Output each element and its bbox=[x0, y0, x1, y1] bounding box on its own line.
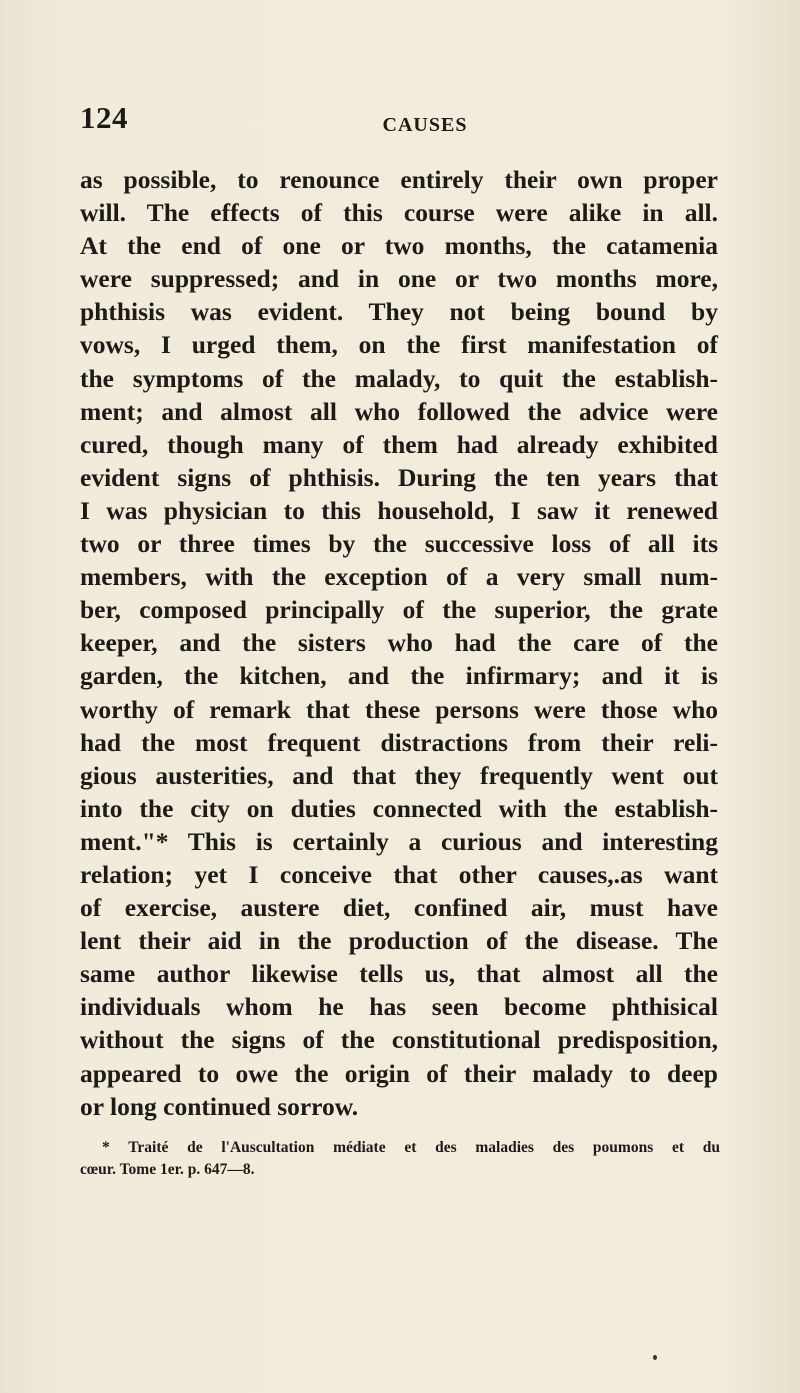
text-line: evident signs of phthisis. During the ten years that bbox=[80, 462, 718, 492]
ink-speck bbox=[653, 1355, 657, 1360]
text-line: will. The effects of this course were alike in all. bbox=[80, 198, 718, 228]
text-line: the symptoms of the malady, to quit the establish- bbox=[80, 363, 718, 393]
page-header bbox=[80, 100, 730, 140]
text-line: without the signs of the constitutional predisposition, bbox=[80, 1025, 718, 1055]
text-line: worthy of remark that these persons were those who bbox=[80, 694, 718, 724]
text-line: garden, the kitchen, and the infirmary; and it is bbox=[80, 661, 718, 691]
footnote bbox=[80, 1137, 720, 1181]
text-line: of exercise, austere diet, confined air, must have bbox=[80, 893, 718, 923]
text-line: had the most frequent distractions from their reli- bbox=[80, 727, 718, 757]
text-line: appeared to owe the origin of their malady to deep bbox=[80, 1058, 718, 1088]
footnote-line: * Traité de l'Auscultation médiate et des maladies des poumons et du bbox=[102, 1139, 720, 1156]
text-line: relation; yet I conceive that other causes,.as want bbox=[80, 859, 718, 889]
text-line: I was physician to this household, I saw it renewed bbox=[80, 495, 718, 525]
footnote-line: cœur. Tome 1er. p. 647—8. bbox=[80, 1161, 255, 1178]
text-line: were suppressed; and in one or two months more, bbox=[80, 264, 718, 294]
text-line: two or three times by the successive loss of all its bbox=[80, 529, 718, 559]
text-line: cured, though many of them had already exhibited bbox=[80, 429, 718, 459]
text-line: individuals whom he has seen become phthisical bbox=[80, 992, 718, 1022]
text-line: gious austerities, and that they frequently went out bbox=[80, 760, 718, 790]
text-line: vows, I urged them, on the first manifestation of bbox=[80, 330, 718, 360]
text-line: keeper, and the sisters who had the care of the bbox=[80, 628, 718, 658]
text-line: At the end of one or two months, the catamenia bbox=[80, 231, 718, 261]
text-line: into the city on duties connected with the establish- bbox=[80, 793, 718, 823]
page-number: 124 bbox=[80, 100, 128, 135]
text-line: phthisis was evident. They not being bound by bbox=[80, 297, 718, 327]
text-line: ber, composed principally of the superior, the grate bbox=[80, 595, 718, 625]
text-line: members, with the exception of a very small num- bbox=[80, 562, 718, 592]
text-line: ment."* This is certainly a curious and interesting bbox=[80, 826, 718, 856]
text-line: or long continued sorrow. bbox=[80, 1091, 359, 1121]
running-head: CAUSES bbox=[382, 114, 468, 136]
text-line: as possible, to renounce entirely their own proper bbox=[80, 165, 718, 194]
text-line: lent their aid in the production of the disease. The bbox=[80, 926, 718, 956]
text-line: ment; and almost all who followed the advice were bbox=[80, 396, 718, 426]
body-text bbox=[80, 163, 718, 1123]
text-line: same author likewise tells us, that almost all the bbox=[80, 959, 718, 989]
